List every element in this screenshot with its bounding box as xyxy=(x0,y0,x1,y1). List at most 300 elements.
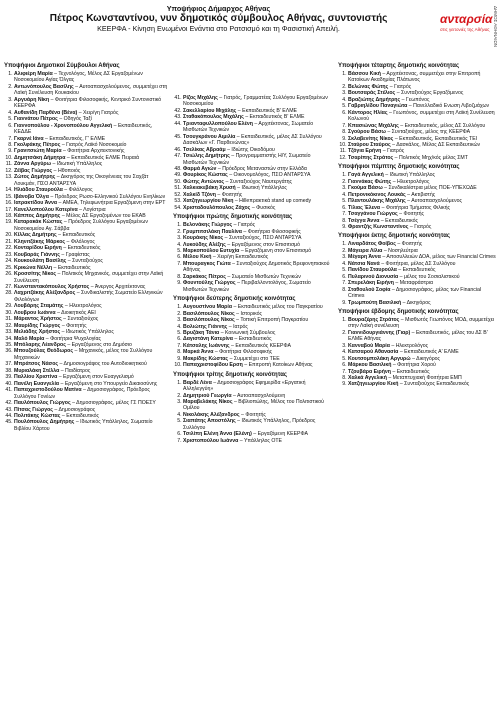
candidate-description: – Εκπαιδευτικός, μέλος του ΔΣ Β' ΕΛΜΕ Αθήνας xyxy=(348,329,488,343)
candidate-name: Κάππος Δημήτρης xyxy=(14,212,61,219)
candidate-name: Ζέϊβας Γιώργος xyxy=(14,167,53,174)
candidate-description: – Συνταξιούχος Εκπαιδευτικός xyxy=(398,381,470,388)
candidate-section xyxy=(173,371,333,445)
candidate-name: Τρωμπούτη Βασιλική xyxy=(348,299,402,306)
candidate-name: Κρικώνα Νέλλη xyxy=(14,264,53,271)
candidate-name: Πίτσας Γιώργος xyxy=(14,406,53,413)
candidate-name: Βραζιώτης Δημήτρης xyxy=(348,96,401,103)
candidate-name: Βελονάκης Γιώργος xyxy=(183,222,233,229)
candidate-name: Λουβρου Ιωάννα xyxy=(14,309,56,316)
section-title: Υποψήφιοι Δημοτικοί Σύμβουλοι Αθήνας xyxy=(4,63,120,69)
document-header xyxy=(6,4,431,34)
candidate-name: Κίλλας Δημήτρης xyxy=(14,232,57,239)
candidate-description: – Φιλόλογος xyxy=(65,238,95,245)
candidate-description: – Ηλεκτρολόγος xyxy=(389,342,429,349)
candidate-description: – Χειρ/γη Γιατρός xyxy=(77,109,119,116)
candidate-description: – Βιβλιοπώλης, Μέλος του Πολιτιστικού Ομίλου xyxy=(183,399,325,412)
candidate-name: Μέλου Κική xyxy=(183,254,212,261)
candidate-name: Τζουβάρα Ειρήνη xyxy=(348,368,391,375)
candidate-description: – Εργαζόμενη στον Ευαγγελισμό xyxy=(57,374,134,381)
candidate-item xyxy=(14,419,170,432)
candidate-name: Ρίζος Μιχάλης xyxy=(183,95,218,101)
candidate-item xyxy=(183,134,333,147)
candidate-list xyxy=(338,317,498,388)
candidate-description: – Γιατρός xyxy=(388,83,412,90)
candidate-name: Ζώτος Δημήτρης xyxy=(14,174,56,181)
candidate-name: Σακελλαρίου Μιχάλης xyxy=(183,107,237,114)
candidate-name: Παπαχριστοδούλου Ματίνα xyxy=(14,387,82,394)
candidate-item xyxy=(183,280,333,293)
candidate-description: – Φιλόλογος xyxy=(62,187,93,194)
candidate-name: Χαλκιακεβάκη Χρυσή xyxy=(183,185,236,192)
candidate-description: – Νοσηλεύτρια xyxy=(382,247,418,254)
candidate-name: Φουρίκος Κώστας xyxy=(183,172,228,179)
candidate-list xyxy=(173,222,333,293)
candidate-description: – Εκπαιδευτικός ΕΛΜΕ Πειραιά xyxy=(65,154,139,161)
candidate-description: – Φοιτήτρια Ψυχολογίας xyxy=(44,335,101,342)
candidate-description: – Ακτιβιστής xyxy=(405,191,436,198)
column-2 xyxy=(173,95,333,446)
candidate-name: Βρυζάκη Τάνια xyxy=(183,329,220,336)
candidate-name: Σταθακόπουλος Μιχάλης xyxy=(183,114,244,121)
candidate-name: Τσαγγάνου Γιώργος xyxy=(348,211,398,218)
candidate-description: – Εργαζόμενη ΚΕΕΡΦΑ xyxy=(251,431,308,438)
candidate-list xyxy=(338,241,498,306)
candidate-description: – Φοιτητής xyxy=(239,411,266,418)
candidate-name: Δημητσάκη Δήμητρα xyxy=(14,154,66,161)
candidate-name: Βασιλόπουλος Νίκος xyxy=(183,317,235,324)
candidate-name: Νικολάκης Αλέξανδρος xyxy=(183,411,240,418)
candidate-description: – Συμμετέχει στο ΤΕΕ xyxy=(228,355,280,362)
candidate-description: – Φοιτήτρια Φιλοσοφικής xyxy=(213,349,273,356)
candidate-description: – Προγραμματιστής Η/Υ, Σωματείο Μισθωτών Τεχνικών xyxy=(183,153,311,166)
candidate-item xyxy=(348,381,498,387)
candidate-name: Κληνιτζάκης Μάρκος xyxy=(14,238,66,245)
candidate-name: Μάγειρα Λίλια xyxy=(348,247,383,254)
candidate-item xyxy=(14,84,170,97)
candidate-name: Βάσσου Κική xyxy=(348,71,381,77)
candidate-name: Τσιώλης Δημήτρης xyxy=(183,153,230,160)
candidate-name: Ηλιάδου Σταυρούλα xyxy=(14,187,63,194)
candidate-description: – Ιδιώτης Οικοδόμου xyxy=(225,146,275,153)
candidate-description: – Εργαζόμενος στον Επισιτισμό xyxy=(225,241,301,248)
candidate-description: – Αυτοαπασχολούμενος, συμμετέχει στη Λαϊκή Συνέλευση Κουκακίου xyxy=(14,83,168,97)
candidate-item xyxy=(183,380,333,393)
candidate-description: – Εκπαιδευτικός xyxy=(232,336,272,343)
candidate-item xyxy=(14,290,170,303)
candidate-description: – Παιδίατρος xyxy=(59,367,91,374)
candidate-name: Μπουζούλας Θεόδωρος xyxy=(14,348,74,355)
candidate-description: – Ιδιωτικός Υπάλληλος xyxy=(60,329,114,336)
candidate-item xyxy=(183,205,333,211)
candidate-description: – Γιατρός xyxy=(232,222,256,229)
candidate-description: – Γιατρός xyxy=(381,148,405,155)
candidate-name: Κουτσομπολάκη Αργυρώ xyxy=(348,355,411,362)
candidate-description: – Διοικητικός ΑΕΙ xyxy=(55,309,96,316)
candidate-description: – Εκπαιδευτικός xyxy=(60,413,100,420)
candidate-name: Μαρκοπούλου Ευτυχία xyxy=(183,247,240,254)
candidate-item xyxy=(348,224,498,230)
candidate-name: Μπράτσος Νάσος xyxy=(14,361,59,368)
candidate-name: Παπαχριστοφίδου Ερση xyxy=(183,362,243,369)
candidate-name: Μάρκου Βασιλική xyxy=(348,362,392,369)
candidate-description: – Εκπαιδευτικός μέλος του Παγκρατίου xyxy=(232,304,323,311)
candidate-description: – Εκπαιδευτικός xyxy=(52,264,91,271)
candidate-name: Πλαντουλάκης Μιχάλης xyxy=(348,198,406,205)
candidate-name: Βολιώτης Γιάννης xyxy=(183,323,228,330)
candidate-name: Πολιτάκης Κώστας xyxy=(14,413,61,420)
candidate-name: Χαλκά Αγγελική xyxy=(348,375,387,382)
column-1 xyxy=(4,62,170,434)
candidate-description: – Δασκάλος, Μέλος ΔΣ Εκπαιδευτικών xyxy=(390,141,481,148)
candidate-name: Τσελίκας Αβραάμ xyxy=(183,146,226,153)
candidate-description: – Εκπαιδευτικός, Γ' ΕΛΜΕ xyxy=(43,135,106,142)
candidate-name: Κωνσταντακόπουλος Χρήστος xyxy=(14,283,90,290)
candidate-description: – Φοιτητής xyxy=(397,211,425,218)
header-line-2: Πέτρος Κωνσταντίνου, νυν δημοτικός σύμβουλος Αθήνας, συντονιστής xyxy=(49,13,388,24)
candidate-description: – Εκπαιδευτικός xyxy=(396,267,436,274)
candidate-name: Χριστοπούλου Ιωάννα xyxy=(183,437,239,444)
candidate-item xyxy=(14,219,170,232)
candidate-name: Χαλκίδ Τζόνη xyxy=(183,191,216,198)
candidate-description: – Μεταπτυχιακή Φοιτήτρια ΕΜΠ xyxy=(386,375,462,382)
candidate-description: – Πανελλαδικό Ενωση Λιβοζμάχων xyxy=(407,103,490,110)
candidate-description: – Εκπαιδευτικός xyxy=(56,232,96,239)
side-text: ΔΗΜΟΣ ΑΘΗΝΑΙΩΝ xyxy=(493,6,498,48)
candidate-name: Πανέλη Ευανγελία xyxy=(14,380,60,387)
section-title: Υποψήφιοι δεύτερης δημοτικής κοινότητας xyxy=(173,296,296,303)
candidate-description: – Γραφίστας xyxy=(59,251,90,258)
candidate-description: – Φοιτήτρια Αρχιτεκτονικής xyxy=(61,148,125,155)
candidate-description: – Εκπαιδευτικός xyxy=(61,245,101,252)
candidate-item xyxy=(348,287,498,300)
candidate-item xyxy=(14,97,170,110)
candidate-list xyxy=(338,71,498,161)
candidate-description: – Πρόεδρος Συλλόγου Εργαζομένων Νοσοκομείου Αγ. Σάββα xyxy=(14,219,148,232)
candidate-name: Κουβαράς Γιάννης xyxy=(14,251,60,258)
candidate-name: Δημητριού Γεωργία xyxy=(183,392,232,399)
candidate-name: Αυθανίδη Παρθένα (Βένα) xyxy=(14,109,78,116)
candidate-description: – Δημοσιογράφος xyxy=(52,406,96,413)
section-title: Υποψήφιοι πρώτης δημοτικής κοινότητας xyxy=(173,214,293,221)
candidate-description: – Φοιτήτρια, μέλος ΔΣ Συλλόγου xyxy=(379,260,456,267)
candidate-section xyxy=(338,163,498,230)
candidate-name: Φουντούλης Γιώργος xyxy=(183,280,236,287)
candidate-list xyxy=(173,304,333,369)
candidate-list xyxy=(338,172,498,230)
candidate-name: Βουτσαράς Στέλιος xyxy=(348,90,396,97)
candidate-description: – Μηχανικός, μέλος του Συλλόγου Μηχανικών xyxy=(14,348,153,361)
candidate-name: Μάραντος Χρήστος xyxy=(14,316,62,323)
candidate-name: Πανίδου Σταυρούλα xyxy=(348,267,397,274)
candidate-name: Σταύρου Σταύρος xyxy=(348,141,391,148)
candidate-name: Σπερελάκη Ειρήνη xyxy=(348,280,394,287)
section-title: Υποψήφιοι πέμπτης δημοτικής κοινότητας xyxy=(338,164,460,171)
logo-name: ανταρσία xyxy=(440,12,493,26)
candidate-item xyxy=(183,261,333,274)
section-title: Υποψήφιοι τρίτης δημοτικής κοινότητας xyxy=(173,371,288,378)
candidate-item xyxy=(14,174,170,187)
candidate-name: Μαρκά Άννα xyxy=(183,349,214,356)
candidate-name: Τριανταφυλλοπούλου Ελένη xyxy=(183,120,253,127)
candidate-description: – Φοιτήτρια Τμήματος Φιλικής xyxy=(380,204,450,211)
candidate-name: Φώτης Αντώνιος xyxy=(183,178,225,185)
candidate-name: Πουλόπουλος Δημήτρης xyxy=(14,419,75,426)
candidate-section xyxy=(173,213,333,293)
candidate-description: – Εκπαιδευτικός, μέλος ΔΣ Συλλόγου xyxy=(398,122,486,129)
candidate-name: Γαβριηλίδου Παναγιώτα xyxy=(348,103,408,110)
candidate-name: Χρισταδουλόπουλος Ζάχος xyxy=(183,204,251,211)
candidate-description: – Δικηγόρος της Οικογένειας του Σαχζάτ Λουκμάν, ΠΣΟ ΑΝΤΑΡΣΥΑ xyxy=(14,174,149,187)
candidate-description: – Πρόεδρος Ρωσο-Ελληνικού Συλλόγου Ενηλίκων xyxy=(48,193,166,200)
candidate-name: Γρανιτσιώτη Μαρία xyxy=(14,148,62,155)
candidate-item xyxy=(14,271,170,284)
candidate-item xyxy=(348,155,498,161)
candidate-description: – Συνδικαλίστρια μέλος ΠΟΕ-ΥΠΕΧΩΔΕ xyxy=(382,185,477,192)
candidate-name: Φραντζής Κωνσταντίνος xyxy=(348,223,409,230)
candidate-description: – Τοπική Επιτροπή Παγκρατίου xyxy=(234,317,309,324)
candidate-description: – Μεταφράστρια xyxy=(393,280,434,287)
candidate-name: Σταθουλού Σοφία xyxy=(348,286,391,293)
candidate-name: Κουράκης Νίκος xyxy=(183,235,224,242)
candidate-description: – Ιδιωτική Υπάλληλος xyxy=(235,185,287,192)
candidate-description: – Συνταξιούχος Ναυτεργάτης xyxy=(224,178,293,185)
section-title: Υποψήφιοι τέταρτης δημοτικής κοινότητας xyxy=(338,63,460,69)
candidate-item xyxy=(348,300,498,306)
candidate-item xyxy=(183,95,333,108)
candidate-description: – Εκπαιδευτικός Α' ΕΛΜΕ xyxy=(398,349,459,356)
candidate-name: Σαρκάκος Πέτρος xyxy=(183,273,226,280)
candidate-name: Γιαννοπούλου - Χρονοπούλου Αγγελική xyxy=(14,122,113,129)
candidate-name: Κατσαρού Αθανασία xyxy=(348,349,399,356)
candidate-description: – Δημοσιογράφος, Πρόεδρος Συλλόγου Γονέων xyxy=(14,387,150,400)
candidate-name: Μελιάδης Χρήστος xyxy=(14,329,61,336)
candidate-name: Κανελλοπούλου Κατερίνα xyxy=(14,206,78,213)
candidate-description: – Δικηγόρος xyxy=(410,355,441,362)
candidate-item xyxy=(348,317,498,330)
candidate-list xyxy=(173,380,333,445)
candidate-description: – Εκπαιδευτικός, μέλος ΔΣ Συλλόγου Δασκάλων «Γ. Παρθενώνας» xyxy=(183,133,322,147)
candidate-item xyxy=(348,71,498,84)
candidate-name: Σιαπάτης Αποστόλης xyxy=(183,418,236,425)
candidate-item xyxy=(183,418,333,431)
candidate-name: Χατζηγεωργίου Κική xyxy=(348,381,399,388)
candidate-name: Τσαρίπης Στράτος xyxy=(348,154,394,161)
candidate-description: – Φοιτήτρια Φιλοσοφικής, Κεντρικό Συντονιστικό ΚΕΕΡΦΑ xyxy=(14,96,162,110)
candidate-description: – Εκπαιδευτικός, ΚΕΔΔΕ xyxy=(14,122,153,136)
candidate-description: – Ηλεκτρολόγος xyxy=(391,178,430,185)
candidate-description: – Σωματείο Μισθωτών Τεχνικών xyxy=(225,273,301,280)
candidate-description: – Ιατρός xyxy=(227,323,248,330)
candidate-list xyxy=(4,71,170,432)
candidate-name: Παυλόπουλος Γιώργος xyxy=(14,400,71,407)
candidate-description: – Χειρ/γη Εκπαιδευτικός xyxy=(211,254,269,261)
candidate-description: – Ιστορικός xyxy=(234,310,262,317)
candidate-name: Μπουραγκος Γιώτα xyxy=(183,260,231,267)
candidate-item xyxy=(183,153,333,166)
candidate-name: Πετρονικόκινος Λουκάς xyxy=(348,191,406,198)
candidate-description: – Δημοσιογράφος Εφημερίδα «Εργατική Αλληλεγγύη» xyxy=(183,379,306,393)
candidate-description: – Εκπαιδευτικός ΚΕΕΡΦΑ xyxy=(229,342,291,349)
candidate-description: – Συνταξιούχος, ΠΣΟ ΑΝΤΑΡΣΥΑ xyxy=(223,235,302,242)
candidate-name: Λιναρδάτος Φοίβος xyxy=(348,241,396,248)
candidate-name: Κάτσαλης Ιωάννης xyxy=(183,342,230,349)
candidate-description: – Κοινωνική Σύμβουλος xyxy=(219,329,276,336)
section-title: Υποψήφιοι έβδομης δημοτικής κοινότητας xyxy=(338,308,459,315)
candidate-name: Βαρδέ Λένα xyxy=(183,379,212,386)
candidate-name: Γιαννάτου Πέτρος xyxy=(14,116,58,123)
candidate-description: – Οικονομολόγος, ΠΣΟ ΑΝΤΑΡΣΥΑ xyxy=(227,172,311,179)
candidate-name: Κονταρίδου Ειρήνη xyxy=(14,245,62,252)
candidate-description: – Εκπαιδευτικός xyxy=(379,217,419,224)
candidate-name: Αλιφιέρη Μαρία xyxy=(14,71,53,77)
logo-subtitle: στις γειτονιές της Αθήνας xyxy=(440,27,490,32)
candidate-description: – Συνταξιούχος xyxy=(61,316,99,323)
candidate-name: Γιαννάκας Φώτης xyxy=(348,178,392,185)
candidate-description: – Φοιτήτρια Φιλοσοφικής xyxy=(241,228,301,235)
candidate-description: – Συνταξιούχος, μέλος της ΚΕΕΡΦΑ xyxy=(385,129,471,136)
candidate-description: – Γιατρός xyxy=(408,223,432,230)
candidate-description: – ΑΜΕΑ, Τηλεφωνήτρια Εργαζόμενη στην ΕΡΤ xyxy=(57,200,166,207)
candidate-section xyxy=(338,308,498,388)
candidate-name: Τίλιας Έλενα xyxy=(348,204,381,211)
candidate-name: Φαρμά Αγιών xyxy=(183,165,217,172)
header-line-1: Υποψήφιος Δήμαρχος Αθήνας xyxy=(166,4,271,13)
candidate-description: – Εργαζόμενη στον Επισιτισμό xyxy=(239,247,312,254)
candidate-description: – μέλος του Σοσιαλιστικού xyxy=(398,273,460,280)
candidate-name: Μαυρίδης Γιώργος xyxy=(14,322,61,329)
candidate-description: – Εκπαιδευτικός xyxy=(390,368,430,375)
header-line-3: ΚΕΕΡΦΑ - Κίνηση Ενωμένοι Ενάντια στο Ρατσισμό και τη Φασιστική Απειλή. xyxy=(97,24,340,33)
candidate-description: – Εργαζόμενη στο Υπουργείο Δικαιοσύνης xyxy=(59,380,158,387)
candidate-description: – Πολιτικός Μηχ/κός μέλος ΣΜΤ xyxy=(393,154,468,161)
candidate-name: Κάντορος Ηλίας xyxy=(348,109,388,116)
candidate-description: – Ηθοποιός xyxy=(52,167,81,174)
candidate-description: – Ιδιωτική Υπάλληλος xyxy=(51,161,103,168)
candidate-name: Μπόλαρης Λέανδρος xyxy=(14,342,66,349)
candidate-name: Αργυάρη Νίκη xyxy=(14,96,50,103)
candidate-description: – Πολιτικός Μηχανικός, συμμετέχει στην Λαϊκή Συνέλευση xyxy=(14,271,164,284)
candidate-description: – Εκπαιδευτικός Β' ΕΛΜΕ xyxy=(236,107,298,114)
candidate-description: – Αρχιτέκτονας, συμμετέχει στην Επιτροπή Κατοίκων Ακαδημίας Πλάτωνος xyxy=(348,71,481,84)
candidate-description: – Μισθωτός Γεωπόνος ΜΟΔ, συμμετέχει στην Λαϊκή συνέλευση xyxy=(348,316,495,330)
candidate-name: Πυλαρινού Διονυσία xyxy=(348,273,399,280)
candidate-name: Παλλίου Χριστίνα xyxy=(14,374,58,381)
candidate-description: – Περιβαλλοντολόγος, Σωματείο Μισθωτών Τεχνικών xyxy=(183,280,311,293)
candidate-description: – Φοιτητής xyxy=(60,322,87,329)
candidate-description: – Υπάλληλος ΟΤΕ xyxy=(238,437,283,444)
candidate-description: – Hilleπρακτικά stand up comedy xyxy=(233,198,312,205)
candidate-description: – Αρχιτέκτονας, Σωματείο Μισθωτών Τεχνικών xyxy=(183,120,314,134)
candidate-name: Ζάννα Αργύρω xyxy=(14,161,52,168)
candidate-name: Κπασιώνας Μιχάλης xyxy=(348,122,399,129)
candidate-section xyxy=(173,95,333,211)
candidate-name: Τσουγκράνου Αιμιλία xyxy=(183,133,236,140)
candidate-name: Λυκούδης Αλέξης xyxy=(183,241,226,248)
candidate-name: Χατζηγεωργίου Νίκη xyxy=(183,198,234,205)
candidate-name: Τσέγγα Άννα xyxy=(348,217,380,224)
candidate-description: – Εκπαιδευτικός, Εκπαιδευτικός ΤΕΙ xyxy=(393,135,478,142)
candidate-name: Λουβάρης Σταμάτης xyxy=(14,303,64,310)
candidate-name: Βουραζέρης Στράτος xyxy=(348,316,400,323)
candidate-section xyxy=(4,62,170,432)
candidate-description: – Αυτοαπασχολούμενη xyxy=(231,392,286,399)
candidate-section xyxy=(338,62,498,161)
candidate-section xyxy=(173,295,333,369)
candidate-name: Κανναβού Μαρία xyxy=(348,342,390,349)
candidate-description: – Συνταξιούχος xyxy=(66,258,103,265)
candidate-description: – Εκπαιδευτικός Β' ΕΛΜΕ xyxy=(243,114,305,121)
candidate-name: Βελώνας Φώτης xyxy=(348,83,389,90)
candidate-name: Καταρακάκ Κώστας xyxy=(14,219,63,226)
candidate-description: – Δικηγόρος xyxy=(401,299,431,306)
candidate-name: Δαγιστάνη Κατερίνα xyxy=(183,336,233,343)
candidate-description: – Μέλος ΔΣ Εργαζομένων του ΕΚΑΒ xyxy=(60,212,146,219)
candidate-section xyxy=(338,232,498,306)
candidate-name: Γκαρνέ Ιάνα xyxy=(14,135,44,142)
candidate-description: – Τεχνολόγος, Μέλος ΔΣ Εργαζομένων Νοσοκομείου Αγίας Όλγας xyxy=(14,71,143,84)
candidate-description: – Δημοσιογράφος, μέλος των Financial Crimes xyxy=(348,286,482,300)
candidate-description: – Γιατρός Λαϊκό Νοσοκομείο xyxy=(60,141,127,148)
candidate-description: – Ιδιωτικός Υπάλληλος, Πρόεδρος Συλλόγου xyxy=(183,418,316,431)
candidate-name: Βασιλόπουλος Νίκος xyxy=(183,310,235,317)
candidate-name: Κουκουλάτη Βασίλης xyxy=(14,258,67,265)
candidate-name: Γρυμπιτσιλάκη Παυλίνα xyxy=(183,228,242,235)
candidate-description: – Ηλεκτρολόγος xyxy=(63,303,102,310)
candidate-description: – Δημοσιογράφος του Αυτοδιοικητικού xyxy=(58,361,147,368)
candidate-name: Σκλαβενίτης Νίκος xyxy=(348,135,394,142)
candidate-name: Γιαννιδουργιάννης (Γιαρ) xyxy=(348,329,411,336)
candidate-description: – Επιτροπή Κατοίκων Αθήνας xyxy=(242,362,313,369)
candidate-description: – Φοιτητής xyxy=(215,191,243,198)
candidate-name: Ιατρακτίδου Άννα xyxy=(14,200,58,207)
candidate-name: Γαγά Αγγελική xyxy=(348,172,384,179)
candidate-description: – Εργαζόμενος στο Δημόσιο xyxy=(65,342,132,349)
candidate-description: – Αυτοαπασχολούμενος xyxy=(405,198,462,205)
candidate-description: – Συνδικαλιστής Σωματείο Ελληνικών Φιλολόγων xyxy=(14,290,163,303)
candidate-name: Μακρίδης Κώστας xyxy=(183,355,229,362)
candidate-item xyxy=(183,362,333,368)
candidate-description: – Γιατρός, Γραμματέας Συλλόγου Εργαζομένων Νοσοκομείου xyxy=(183,95,328,108)
candidate-name: Λαχριτζάκης Αλέξανδρος xyxy=(14,290,76,297)
candidate-name: Σγούρου Βάσω xyxy=(348,129,386,136)
candidate-name: Αντωνόπουλος Βασίλης xyxy=(14,83,74,90)
candidate-item xyxy=(348,330,498,343)
candidate-item xyxy=(183,438,333,444)
candidate-name: Κροσσίτης Νίκος xyxy=(14,271,57,278)
candidate-item xyxy=(14,348,170,361)
candidate-name: Γκούμα Βάσω xyxy=(348,185,383,192)
candidate-description: – Συνταξιούχος Δημοτικός Βρεφονηπιακού Αθήνας xyxy=(183,260,330,274)
candidate-description: – Φυσικός xyxy=(250,204,276,211)
candidate-name: Ιβάνοβα Όλγα xyxy=(14,193,49,200)
candidate-item xyxy=(14,387,170,400)
candidate-description: – Αποσυλλειών ΔΟΑ, μέλος των Financial Crimes xyxy=(380,254,496,261)
candidate-description: – Γεωπόνος, συμμετέχει στη Λαϊκή Συνέλευση Κολωνού xyxy=(348,109,495,123)
candidate-description: – Ιδιωτική Υπάλληλος xyxy=(383,172,436,179)
candidate-description: – Ιδιωτικός Υπάλληλος, Σωματείο Βιβλίου Χάρτου xyxy=(14,419,153,432)
candidate-item xyxy=(348,110,498,123)
candidate-description: – Γεωπόνος xyxy=(400,96,430,103)
candidate-list xyxy=(173,95,333,211)
candidate-item xyxy=(183,121,333,134)
candidate-name: Μέγαρη Άννα xyxy=(348,254,381,261)
candidate-description: – Άνεργος Αρχιτέκτονας xyxy=(89,283,146,290)
candidate-description: – Λογίστρια xyxy=(77,206,106,213)
candidate-name: Μαλό Μαρία xyxy=(14,335,45,342)
candidate-description: – Συνταξιούχος Εργαζόμενος xyxy=(395,90,464,97)
candidate-description: – Οδηγός Ταξί xyxy=(57,116,92,123)
